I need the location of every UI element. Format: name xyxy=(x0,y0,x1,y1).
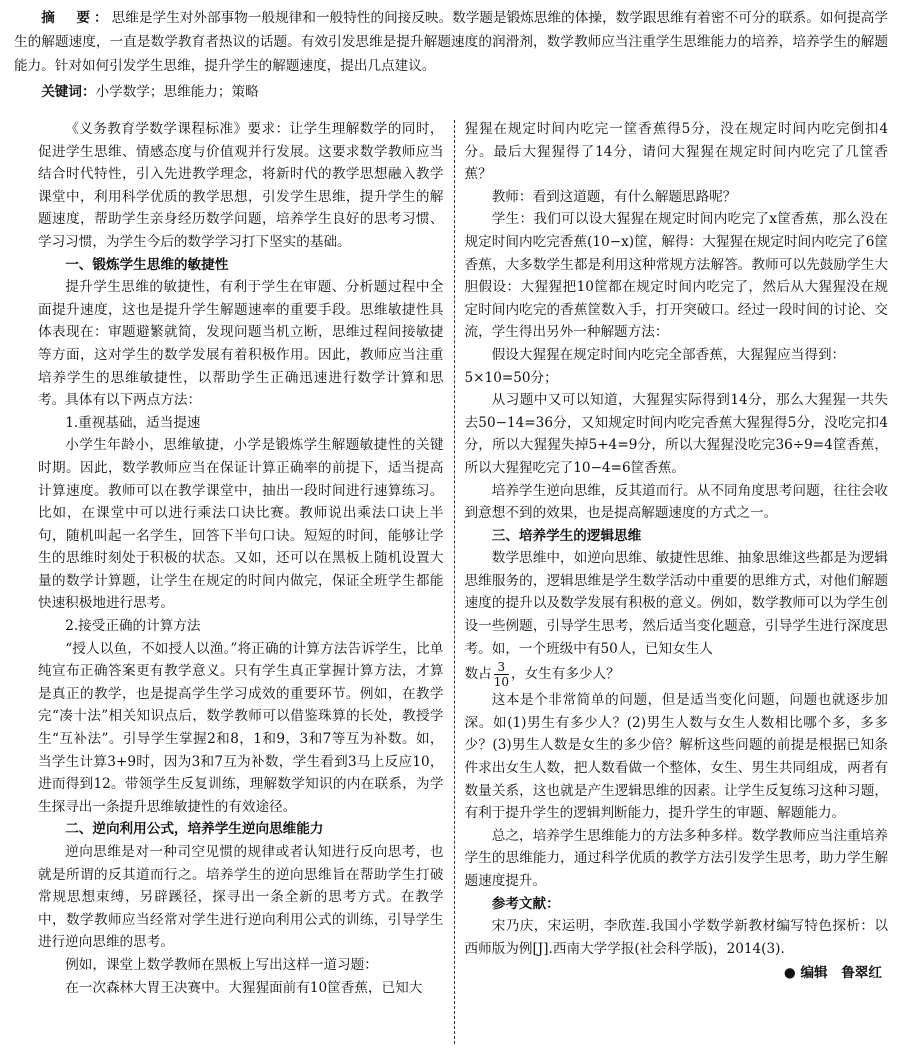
paragraph: 《义务教育学数学课程标准》要求：让学生理解数学的同时，促进学生思维、情感态度与价值观并行发展。这要求数学教师应当结合时代特性，引入先进教学理念，将新时代的教学思想融入教学课堂中，利用科学优质的教学思想，引发学生思维，提升学生的解题速度，帮助学生亲身经历数学问题，培养学生良好的思考习惯、学习习惯，为学生今后的数学学习打下坚实的基础。 xyxy=(38,121,444,250)
paragraph: 逆向思维是对一种司空见惯的规律或者认知进行反向思考，也就是所谓的反其道而行之。培养学生的逆向思维旨在帮助学生打破常规思想束缚，另辟蹊径，探寻出一条全新的思考方式。在教学中，数学教师应当经常对学生进行逆向利用公式的训练，引导学生进行逆向思维的思考。 xyxy=(38,844,444,951)
fraction-numerator: 3 xyxy=(494,660,509,675)
keywords xyxy=(14,80,888,104)
abstract-text: 思维是学生对外部事物一般规律和一般特性的间接反映。数学题是锻炼思维的体操，数学跟思维有着密不可分的联系。如何提高学生的解题速度，一直是数学教育者热议的话题。有效引发思维是提升解题速度的润滑剂，数学教师应当注重学生思维能力的培养，培养学生的解题能力。针对如何引发学生思维，提升学生的解题速度，提出几点建议。 xyxy=(14,10,888,74)
references-heading: 参考文献： xyxy=(491,895,560,912)
section-heading: 二、逆向利用公式，培养学生逆向思维能力 xyxy=(65,821,324,838)
paragraph: 学生：我们可以设大猩猩在规定时间内吃完了x筐香蕉，那么没在规定时间内吃完香蕉(10−x)筐，解得：大猩猩在规定时间内吃完了6筐香蕉，大多数学生都是利用这种常规方法解答。教师可以先鼓励学生大胆假设：大猩猩把10筐都在规定时间内吃完了，然后从大猩猩没在规定时间内吃完的香蕉筐数入手，打开突破口。经过一段时间的讨论、交流，学生得出另外一种解题方法： xyxy=(464,211,888,341)
paragraph: 例如，课堂上数学教师在黑板上写出这样一道习题： xyxy=(65,956,378,973)
paragraph: 假设大猩猩在规定时间内吃完全部香蕉，大猩猩应当得到： xyxy=(491,346,846,363)
section-heading: 一、锻炼学生思维的敏捷性 xyxy=(65,256,229,273)
paragraph: “授人以鱼，不如授人以渔。”将正确的计算方法告诉学生，比单纯宣布正确答案更有教学意义。只有学生真正掌握计算方法，才算是真正的教学，也是提高学生学习成效的重要环节。例如，在教学完“凑十法”相关知识点后，数学教师可以借鉴珠算的长处，教授学生“互补法”。引导学生掌握2和8，1和9，3和7等互为补数。如，当学生计算3+9时，因为3和7互为补数，学生看到3马上反应10，进而得到12。带领学生反复训练，理解数学知识的内在联系，为学生探寻出一条提升思维敏捷性的有效途径。 xyxy=(38,640,444,815)
paragraph: 从习题中又可以知道，大猩猩实际得到14分，那么大猩猩一共失去50−14=36分，又知规定时间内吃完香蕉大猩猩得5分，没吃完扣4分，所以大猩猩失掉5+4=9分，所以大猩猩没吃完36÷9=4筐香蕉，所以大猩猩吃完了10−4=6筐香蕉。 xyxy=(464,392,888,476)
paragraph: 教师：看到这道题，有什么解题思路呢？ xyxy=(491,188,737,205)
fraction xyxy=(494,660,509,689)
subsection-heading: 1.重视基础，适当提速 xyxy=(65,414,201,431)
keywords-text: 小学数学；思维能力；策略 xyxy=(95,84,259,100)
subsection-heading: 2.接受正确的计算方法 xyxy=(65,618,201,635)
fraction-line xyxy=(465,660,888,689)
paragraph: 5×10=50分； xyxy=(464,369,558,386)
body-columns xyxy=(38,118,888,1044)
paragraph: 这本是个非常简单的问题，但是适当变化问题，问题也就逐步加深。如(1)男生有多少人？(2)男生人数与女生人数相比哪个多，多多少？(3)男生人数是女生的多少倍？解析这些问题的前提是根据已知条件求出女生人数，把人数看做一个整体，女生、男生共同组成，两者有数量关系，这也就是产生逻辑思维的因素。让学生反复练习这种习题，有利于提升学生的逻辑判断能力，提升学生的审题、解题能力。 xyxy=(464,692,888,822)
text-fragment: ，女生有多少人？ xyxy=(510,666,620,683)
paragraph: 数学思维中，如逆向思维、敏捷性思维、抽象思维这些都是为逻辑思维服务的，逻辑思维是学生数学活动中重要的思维方式，对他们解题速度的提升以及数学发展有积极的意义。例如，数学教师可以为学生创设一些例题，引导学生思考，然后适当变化题意，引导学生进行深度思考。如，一个班级中有50人，已知女生人 xyxy=(464,550,888,657)
paragraph: 总之，培养学生思维能力的方法多种多样。数学教师应当注重培养学生的思维能力，通过科学优质的教学方法引发学生思考，助力学生解题速度提升。 xyxy=(464,827,888,889)
paragraph: 猩猩在规定时间内吃完一筐香蕉得5分，没在规定时间内吃完倒扣4分。最后大猩猩得了14分，请问大猩猩在规定时间内吃完了几筐香蕉？ xyxy=(464,121,888,183)
abstract xyxy=(14,6,888,78)
editor-credit: ● 编辑 鲁翠红 xyxy=(783,965,882,982)
section-heading: 三、培养学生的逻辑思维 xyxy=(491,527,642,544)
paragraph: 培养学生逆向思维，反其道而行。从不同角度思考问题，往往会收到意想不到的效果，也是提高解题速度的方式之一。 xyxy=(464,482,888,522)
fraction-denominator: 10 xyxy=(493,675,509,690)
paragraph: 在一次森林大胃王决赛中。大猩猩面前有10筐香蕉，已知大 xyxy=(65,979,423,996)
left-column xyxy=(38,118,454,1044)
paragraph: 小学生年龄小，思维敏捷，小学是锻炼学生解题敏捷性的关键时期。因此，数学教师应当在保证计算正确率的前提下，适当提高计算速度。教师可以在教学课堂中，抽出一段时间进行速算练习。比如，在课堂中可以进行乘法口诀比赛。教师说出乘法口诀上半句，随机叫起一名学生，回答下半句口诀。短短的时间，能够让学生的思维时刻处于积极的状态。又如，还可以在黑板上随机设置大量的数学计算题，让学生在规定的时间内做完，保证全班学生都能快速积极地进行思考。 xyxy=(38,437,444,612)
keywords-label: 关键词： xyxy=(41,84,96,100)
paragraph: 提升学生思维的敏捷性，有利于学生在审题、分析题过程中全面提升速度，这也是提升学生解题速率的重要手段。思维敏捷性具体表现在：审题避繁就简，发现问题当机立断，思维过程间接敏捷等方面，这对学生的数学发展有着积极作用。因此，教师应当注重培养学生的思维敏捷性，以帮助学生正确迅速进行数学计算和思考。具体有以下两点方法： xyxy=(38,279,444,409)
reference-entry: 宋乃庆，宋运明，李欣莲.我国小学数学新教材编写特色探析：以西师版为例[J].西南大学学报(社会科学版)，2014(3). xyxy=(464,918,888,957)
abstract-label: 摘 要： xyxy=(41,10,112,26)
right-column xyxy=(455,118,888,1044)
text-fragment: 数占 xyxy=(464,666,492,683)
